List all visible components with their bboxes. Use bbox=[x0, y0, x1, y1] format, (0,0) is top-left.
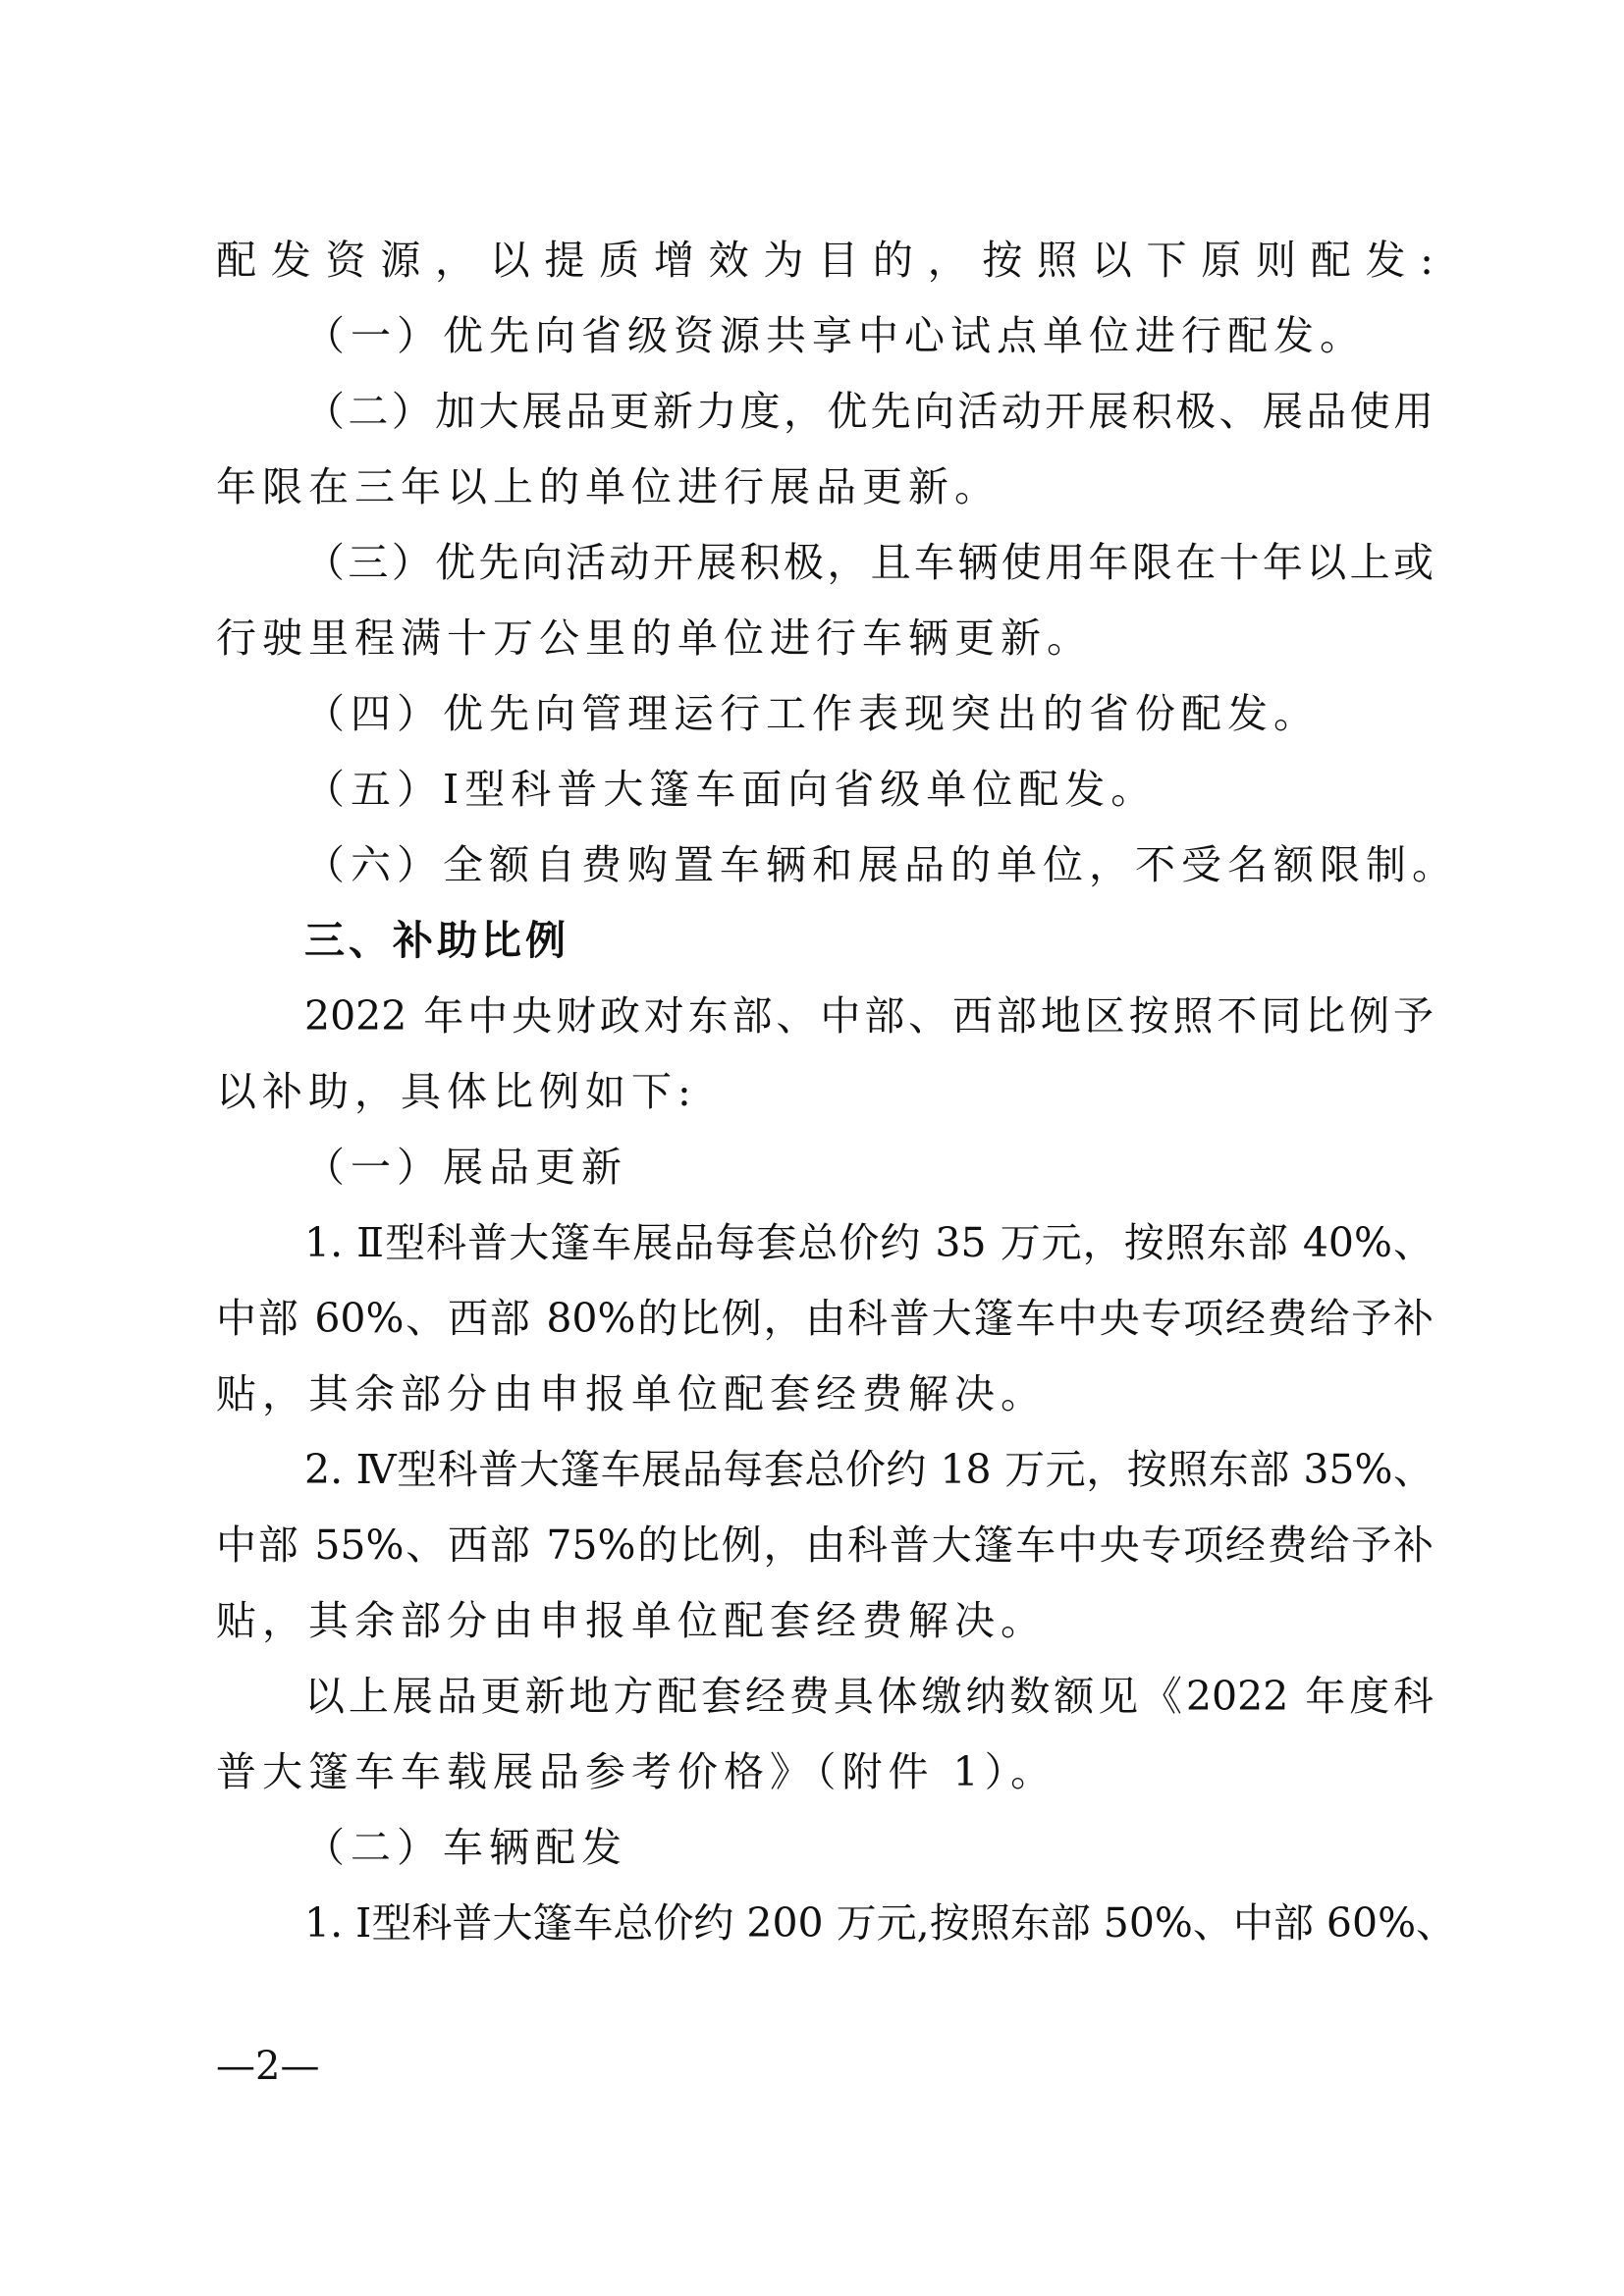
text-line: 中部 55%、西部 75%的比例，由科普大篷车中央专项经费给予补 bbox=[216, 1522, 1434, 1569]
text-line: 2022 年中央财政对东部、中部、西部地区按照不同比例予 bbox=[304, 992, 1434, 1040]
text-line: 1. Ⅰ型科普大篷车总价约 200 万元,按照东部 50%、中部 60%、 bbox=[304, 1899, 1457, 1947]
subsection-heading: （一）展品更新 bbox=[304, 1144, 627, 1191]
text-line: 贴，其余部分由申报单位配套经费解决。 bbox=[216, 1370, 1047, 1417]
page-number: —2— bbox=[216, 2044, 320, 2089]
section-heading: 三、补助比例 bbox=[304, 917, 569, 964]
text-line: 中部 60%、西部 80%的比例，由科普大篷车中央专项经费给予补 bbox=[216, 1295, 1434, 1342]
text-line: 行驶里程满十万公里的单位进行车辆更新。 bbox=[216, 614, 1093, 662]
text-line: 普大篷车车载展品参考价格》（附件 1）。 bbox=[216, 1748, 1057, 1795]
text-line: （二）加大展品更新力度，优先向活动开展积极、展品使用 bbox=[304, 388, 1434, 435]
text-line: 1. Ⅱ型科普大篷车展品每套总价约 35 万元，按照东部 40%、 bbox=[304, 1219, 1434, 1266]
text-line: （一）优先向省级资源共享中心试点单位进行配发。 bbox=[304, 312, 1366, 359]
text-line: （六）全额自费购置车辆和展品的单位，不受名额限制。 bbox=[304, 841, 1458, 888]
text-line: 以补助，具体比例如下: bbox=[216, 1068, 697, 1115]
subsection-heading: （二）车辆配发 bbox=[304, 1824, 627, 1871]
text-line: 2. Ⅳ型科普大篷车展品每套总价约 18 万元，按照东部 35%、 bbox=[304, 1446, 1434, 1493]
text-line: 配发资源，以提质增效为目的，按照以下原则配发: bbox=[216, 237, 1434, 284]
text-line: 以上展品更新地方配套经费具体缴纳数额见《2022 年度科 bbox=[304, 1673, 1434, 1720]
text-line: 年限在三年以上的单位进行展品更新。 bbox=[216, 463, 1001, 510]
text-line: （五）Ⅰ型科普大篷车面向省级单位配发。 bbox=[304, 766, 1158, 813]
text-line: 贴，其余部分由申报单位配套经费解决。 bbox=[216, 1597, 1047, 1644]
text-line: （四）优先向管理运行工作表现突出的省份配发。 bbox=[304, 690, 1320, 737]
text-line: （三）优先向活动开展积极，且车辆使用年限在十年以上或 bbox=[304, 539, 1434, 586]
